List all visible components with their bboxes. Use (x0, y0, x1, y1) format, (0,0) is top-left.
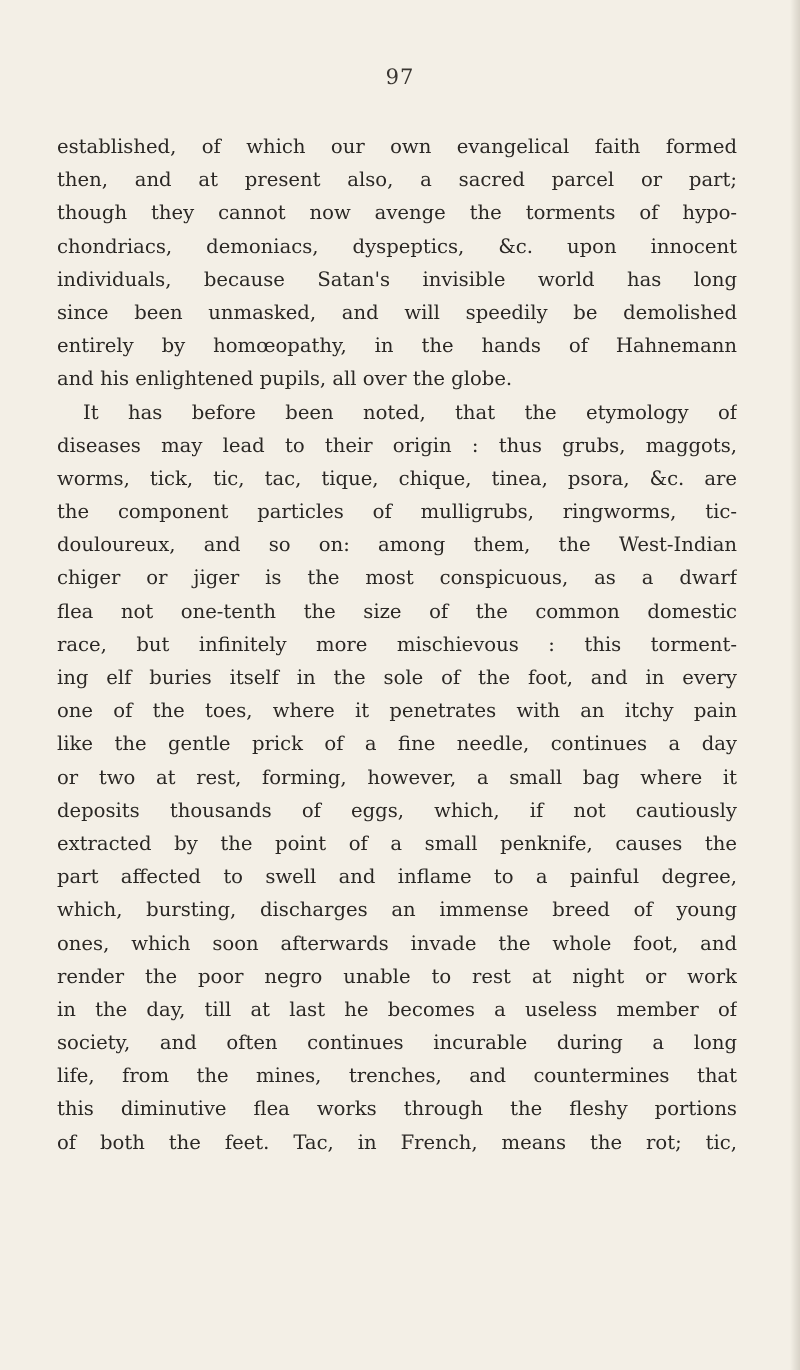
text-line: race, but infinitely more mischievous : this torment- (57, 632, 737, 656)
text-line: life, from the mines, trenches, and countermines that (57, 1064, 737, 1088)
text-line: individuals, because Satan's invisible world has long (57, 267, 737, 291)
text-line: society, and often continues incurable during a long (57, 1031, 737, 1055)
text-line: then, and at present also, a sacred parcel or part; (57, 168, 737, 192)
text-line: douloureux, and so on: among them, the West-Indian (57, 533, 737, 557)
page-edge-shadow (790, 0, 800, 1370)
text-line: or two at rest, forming, however, a small bag where it (57, 765, 737, 789)
text-line: which, bursting, discharges an immense breed of young (57, 898, 737, 922)
text-line: chondriacs, demoniacs, dyspeptics, &c. upon innocent (57, 234, 737, 258)
text-line: this diminutive flea works through the fleshy portions (57, 1097, 737, 1121)
page-number: 97 (385, 65, 415, 89)
text-line: diseases may lead to their origin : thus grubs, maggots, (57, 433, 737, 457)
text-line: one of the toes, where it penetrates with an itchy pain (57, 699, 737, 723)
text-line: the component particles of mulligrubs, ringworms, tic- (57, 500, 737, 524)
text-line: established, of which our own evangelical faith formed (57, 135, 737, 158)
text-line: ones, which soon afterwards invade the whole foot, and (57, 931, 737, 955)
text-line: worms, tick, tic, tac, tique, chique, tinea, psora, &c. are (57, 466, 737, 490)
text-line: flea not one-tenth the size of the common domestic (57, 599, 737, 623)
text-line: and his enlightened pupils, all over the globe. (57, 367, 513, 391)
text-line: like the gentle prick of a fine needle, continues a day (57, 732, 737, 756)
text-line: entirely by homœopathy, in the hands of Hahnemann (57, 334, 737, 358)
text-line: part affected to swell and inflame to a painful degree, (57, 865, 737, 889)
text-line: extracted by the point of a small penknife, causes the (57, 831, 737, 855)
text-line: render the poor negro unable to rest at night or work (57, 964, 737, 988)
text-line: though they cannot now avenge the torments of hypo- (57, 201, 737, 225)
text-line: of both the feet. Tac, in French, means the rot; tic, (57, 1130, 737, 1154)
text-line: in the day, till at last he becomes a useless member of (57, 997, 737, 1021)
text-line: chiger or jiger is the most conspicuous, as a dwarf (57, 566, 737, 590)
text-line: since been unmasked, and will speedily be demolished (57, 300, 737, 324)
body-text (57, 130, 737, 1159)
text-line: ing elf buries itself in the sole of the foot, and in every (57, 666, 737, 689)
text-line: It has before been noted, that the etymology of (83, 400, 737, 424)
text-line: deposits thousands of eggs, which, if not cautiously (57, 798, 737, 822)
